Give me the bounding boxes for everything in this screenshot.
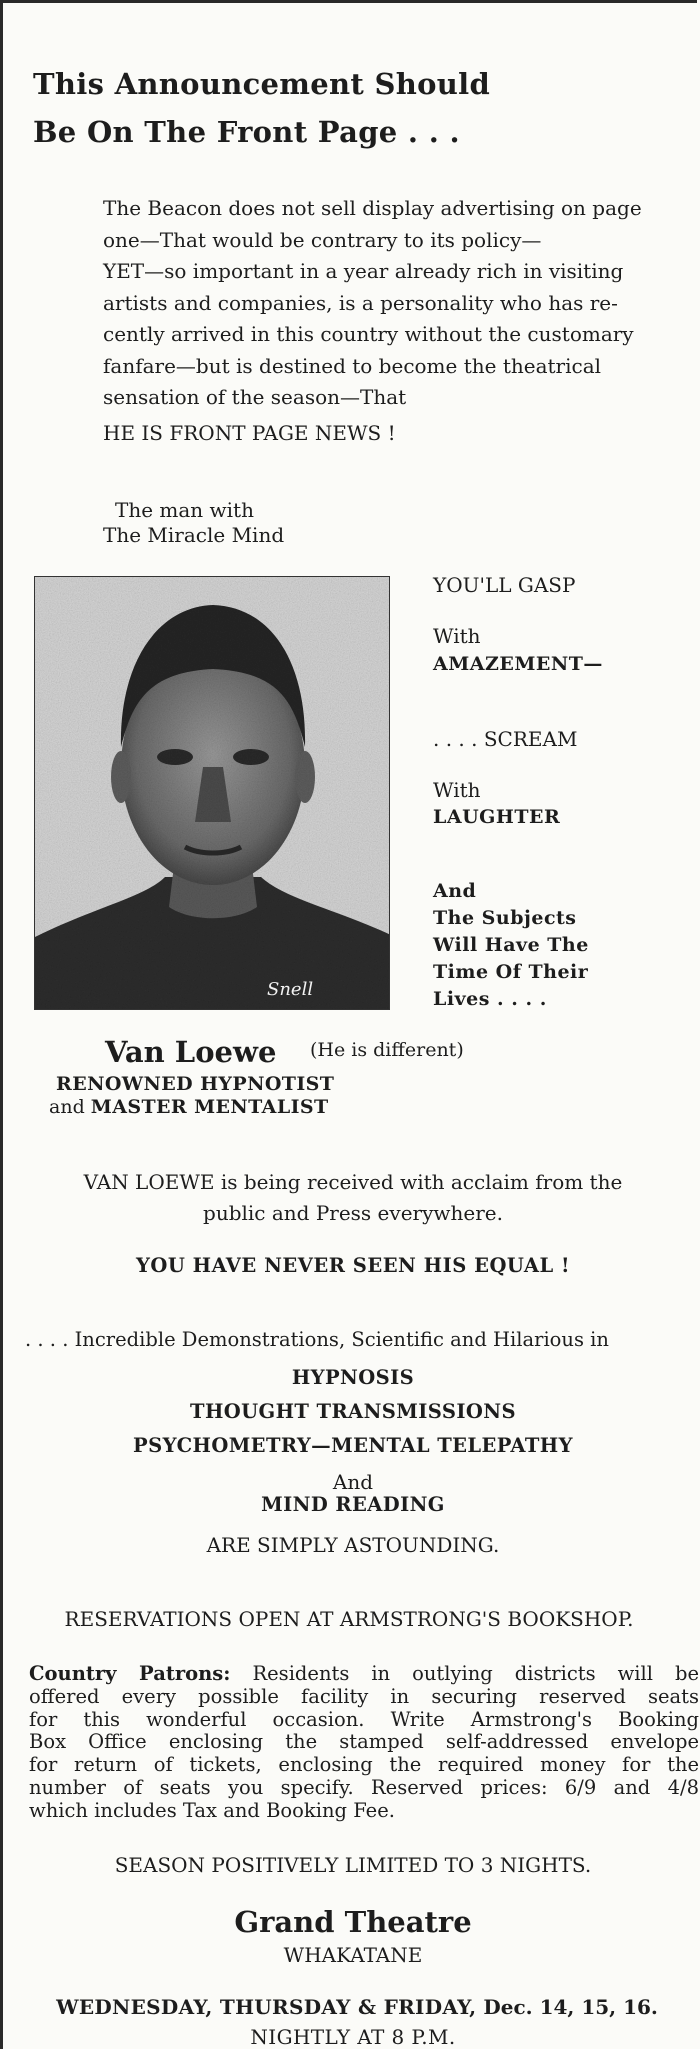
side-closing-2: The Subjects — [433, 907, 577, 929]
intro-line: sensation of the season—That — [103, 385, 407, 409]
act-hypnosis: HYPNOSIS — [291, 1366, 415, 1389]
side-with-1: With — [433, 624, 481, 648]
act-mind-reading: MIND READING — [261, 1493, 445, 1516]
photo-signature: Snell — [267, 979, 314, 1000]
show-dates-rest: Dec. 14, 15, 16. — [476, 1995, 658, 2019]
front-page-news: HE IS FRONT PAGE NEWS ! — [103, 421, 396, 445]
show-days: WEDNESDAY, THURSDAY & FRIDAY, — [56, 1995, 477, 2019]
patrons-first-line: Residents in outlying districts will be — [230, 1662, 699, 1685]
side-closing-3: Will Have The — [433, 934, 589, 956]
tagline-line-1: The man with — [115, 498, 254, 522]
performer-title-2-prefix: and — [49, 1096, 85, 1118]
performer-aside: (He is different) — [310, 1039, 464, 1061]
performer-title-2-main: MASTER MENTALIST — [90, 1096, 329, 1118]
venue-town: WHAKATANE — [283, 1943, 423, 1967]
patrons-line: for this wonderful occasion. Write Armstrong's Booking — [29, 1707, 699, 1731]
patrons-line — [29, 1663, 699, 1686]
intro-line: one—That would be contrary to its policy— — [103, 227, 542, 252]
patrons-line: which includes Tax and Booking Fee. — [29, 1798, 395, 1822]
side-closing-4: Time Of Their — [433, 961, 589, 983]
intro-line: YET—so important in a year already rich in visiting — [103, 259, 624, 283]
performer-name: Van Loewe — [105, 1035, 277, 1069]
intro-paragraph — [103, 193, 700, 414]
show-dates — [7, 1995, 700, 2019]
reservations-notice: RESERVATIONS OPEN AT ARMSTRONG'S BOOKSHOP. — [64, 1607, 634, 1631]
patrons-label: Country Patrons: — [29, 1662, 231, 1685]
act-thought-transmissions: THOUGHT TRANSMISSIONS — [190, 1400, 516, 1423]
portrait-photo — [34, 576, 390, 1010]
patrons-line: number of seats you specify. Reserved prices: 6/9 and 4/8 — [29, 1775, 699, 1799]
demonstrations: . . . . Incredible Demonstrations, Scientific and Hilarious in — [25, 1328, 609, 1351]
act-psychometry: PSYCHOMETRY—MENTAL TELEPATHY — [133, 1434, 573, 1457]
intro-line: artists and companies, is a personality who has re- — [103, 290, 618, 315]
never-seen-equal: YOU HAVE NEVER SEEN HIS EQUAL ! — [135, 1254, 571, 1277]
side-gasp: YOU'LL GASP — [433, 573, 576, 597]
side-scream: . . . . SCREAM — [433, 727, 578, 751]
season-limited: SEASON POSITIVELY LIMITED TO 3 NIGHTS. — [114, 1853, 592, 1877]
acclaim-line-2: public and Press everywhere. — [203, 1201, 503, 1225]
side-laughter: LAUGHTER — [433, 806, 561, 828]
intro-line: cently arrived in this country without the customary — [103, 322, 634, 346]
side-amazement: AMAZEMENT— — [433, 653, 603, 675]
patrons-line: Box Office enclosing the stamped self-addressed envelope — [29, 1730, 699, 1754]
side-with-2: With — [433, 778, 481, 802]
side-closing-1: And — [433, 880, 477, 902]
simply-astounding: ARE SIMPLY ASTOUNDING. — [206, 1533, 500, 1557]
patrons-line: for return of tickets, enclosing the required money for the — [29, 1753, 699, 1777]
patrons-line: offered every possible facility in securing reserved seats — [29, 1684, 699, 1708]
performer-title-1: RENOWNED HYPNOTIST — [56, 1073, 335, 1095]
headline-line-2: Be On The Front Page . . . — [33, 115, 460, 149]
performer-title-2 — [49, 1096, 329, 1118]
venue-name: Grand Theatre — [234, 1905, 472, 1939]
intro-line: The Beacon does not sell display advertising on page — [103, 196, 642, 220]
headline-line-1: This Announcement Should — [33, 67, 491, 101]
acclaim-line-1: VAN LOEWE is being received with acclaim from the — [83, 1170, 623, 1194]
side-closing-5: Lives . . . . — [433, 988, 547, 1010]
country-patrons-paragraph — [29, 1663, 699, 1823]
tagline-line-2: The Miracle Mind — [103, 523, 285, 547]
act-and: And — [332, 1470, 374, 1494]
portrait-image — [35, 577, 390, 1010]
intro-line: fanfare—but is destined to become the theatrical — [103, 353, 602, 378]
nightly-time: NIGHTLY AT 8 P.M. — [250, 2025, 456, 2049]
